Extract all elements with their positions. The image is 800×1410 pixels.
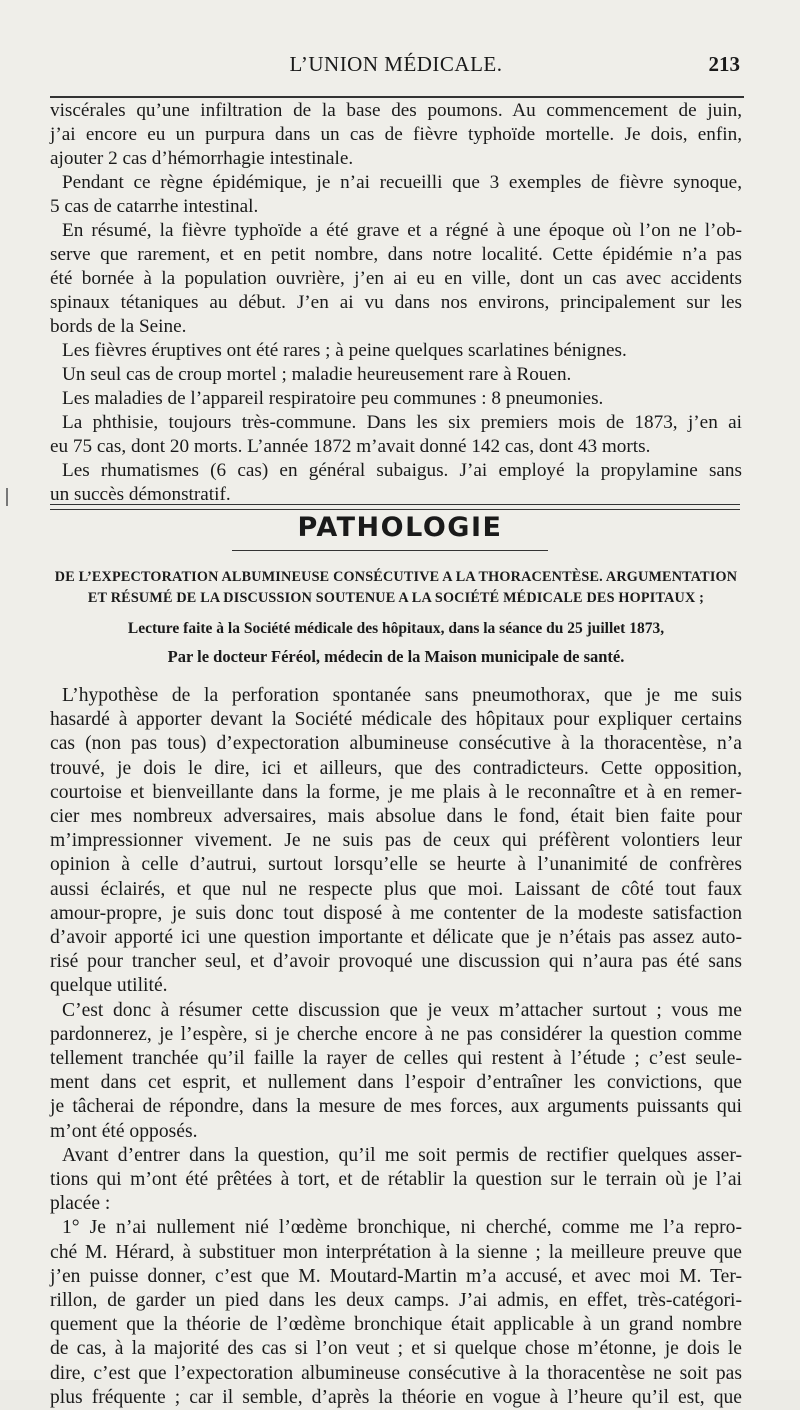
text-line: Un seul cas de croup mortel ; maladie heureusement rare à Rouen. bbox=[62, 364, 572, 385]
header-rule bbox=[50, 96, 744, 98]
paragraph bbox=[50, 999, 742, 1144]
text-line: Pendant ce règne épidémique, je n’ai recueilli que 3 exemples de fièvre synoque, bbox=[62, 172, 742, 193]
article-subtitle: Lecture faite à la Société médicale des hôpitaux, dans la séance du 25 juillet 1873, bbox=[127, 620, 665, 637]
text-line: j’ai encore eu un purpura dans un cas de fièvre typhoïde mortelle. Je dois, enfin, bbox=[50, 124, 742, 145]
paragraph bbox=[50, 1216, 742, 1410]
text-line: courtoise et bienveillante dans la forme, je me plais à le reconnaître et à en remer- bbox=[50, 781, 742, 803]
text-line: La phthisie, toujours très-commune. Dans les six premiers mois de 1873, j’en ai bbox=[62, 412, 742, 433]
text-line: ché M. Hérard, à substituer mon interprétation à la sienne ; la meilleure preuve que bbox=[50, 1241, 742, 1263]
text-line: C’est donc à résumer cette discussion que je veux m’attacher surtout ; vous me bbox=[62, 999, 742, 1021]
section-divider bbox=[50, 504, 740, 510]
text-line: m’impressionner vivement. Je ne suis pas de ceux qui préfèrent volontiers leur bbox=[50, 830, 742, 852]
text-line: pardonnerez, je l’espère, si je cherche encore à ne pas considérer la question comme bbox=[50, 1023, 742, 1045]
paragraph bbox=[50, 171, 742, 219]
text-line: tellement tranchée qu’il faille la rayer de celles qui restent à l’étude ; c’est seule- bbox=[50, 1048, 742, 1070]
text-line: été bornée à la population ouvrière, j’en ai eu en ville, dont un cas avec accidents bbox=[50, 268, 742, 289]
text-line: Les rhumatismes (6 cas) en général subaigus. J’ai employé la propylamine sans bbox=[62, 460, 742, 481]
previous-article-continuation bbox=[50, 99, 742, 507]
text-line: aussi éclairés, et que nul ne respecte plus que moi. Laissant de côté tout faux bbox=[50, 878, 742, 900]
margin-mark bbox=[6, 488, 8, 506]
text-line: 5 cas de catarrhe intestinal. bbox=[50, 196, 259, 217]
text-line: tions qui m’ont été prêtées à tort, et de rétablir la question sur le terrain où je l’ai bbox=[50, 1169, 742, 1191]
text-line: viscérales qu’une infiltration de la base des poumons. Au commencement de juin, bbox=[50, 100, 742, 121]
text-line: j’en puisse donner, c’est que M. Moutard-Martin m’a accusé, et avec moi M. Ter- bbox=[50, 1265, 742, 1287]
page-header bbox=[50, 48, 742, 82]
text-line: d’avoir apporté ici une question importante et délicate que je n’étais pas assez auto- bbox=[50, 927, 742, 949]
text-line: risé pour trancher seul, et d’avoir provoqué une discussion qui n’aura pas été sans bbox=[50, 951, 742, 973]
section-title-underline bbox=[232, 550, 548, 551]
text-line: L’hypothèse de la perforation spontanée sans pneumothorax, que je me suis bbox=[62, 685, 742, 706]
text-line: ment dans cet esprit, et nullement dans l’espoir d’entraîner les convictions, que bbox=[50, 1072, 742, 1094]
paragraph bbox=[50, 411, 742, 459]
text-line: quelque utilité. bbox=[50, 975, 168, 997]
paragraph bbox=[50, 363, 742, 387]
article-title-line: ET RÉSUMÉ DE LA DISCUSSION SOUTENUE A LA SOCIÉTÉ MÉDICALE DES HOPITAUX ; bbox=[87, 590, 705, 606]
text-line: trouvé, je dois le dire, ici et ailleurs, que des contradicteurs. Cette opposition, bbox=[50, 757, 742, 779]
text-line: m’ont été opposés. bbox=[50, 1120, 198, 1142]
text-line: quement que la théorie de l’œdème bronchique était applicable à un grand nombre bbox=[50, 1314, 742, 1336]
text-line: Les maladies de l’appareil respiratoire peu communes : 8 pneumonies. bbox=[62, 388, 604, 409]
text-line: amour-propre, je suis donc tout disposé à me contenter de la modeste satisfaction bbox=[50, 902, 742, 924]
article-title-line: DE L’EXPECTORATION ALBUMINEUSE CONSÉCUTIVE A LA THORACENTÈSE. ARGUMENTATION bbox=[54, 569, 738, 585]
paragraph bbox=[50, 684, 742, 999]
article-body bbox=[50, 684, 742, 1410]
article-author: Par le docteur Féréol, médecin de la Maison municipale de santé. bbox=[167, 647, 625, 666]
text-line: je tâcherai de répondre, dans la mesure de mes forces, aux arguments puissants qui bbox=[50, 1096, 742, 1118]
text-line: plus fréquente ; car il semble, d’après la théorie en vogue à l’heure qu’il est, que bbox=[50, 1386, 742, 1408]
page-number: 213 bbox=[708, 52, 740, 76]
running-title: L’UNION MÉDICALE. bbox=[289, 52, 503, 76]
text-line: un succès démonstratif. bbox=[50, 484, 231, 505]
text-line: serve que rarement, et en petit nombre, dans notre localité. Cette épidémie n’a pas bbox=[50, 244, 742, 265]
paragraph bbox=[50, 459, 742, 507]
text-line: 1° Je n’ai nullement nié l’œdème bronchique, ni cherché, comme me l’a repro- bbox=[62, 1217, 742, 1239]
paragraph bbox=[50, 387, 742, 411]
paragraph bbox=[50, 1144, 742, 1217]
section-title: PATHOLOGIE bbox=[297, 512, 503, 543]
text-line: spinaux tétaniques au début. J’en ai vu dans nos environs, principalement sur les bbox=[50, 292, 742, 313]
text-line: rillon, de garder un pied dans les deux camps. J’ai admis, en effet, très-catégori- bbox=[50, 1290, 742, 1312]
text-line: cas (non pas tous) d’expectoration albumineuse consécutive à la thoracentèse, n’a bbox=[50, 733, 742, 755]
text-line: placée : bbox=[50, 1193, 111, 1215]
paragraph bbox=[50, 339, 742, 363]
text-line: Les fièvres éruptives ont été rares ; à peine quelques scarlatines bénignes. bbox=[62, 340, 627, 361]
article-title bbox=[50, 567, 742, 609]
text-line: Avant d’entrer dans la question, qu’il me soit permis de rectifier quelques asser- bbox=[62, 1144, 742, 1166]
text-line: dire, c’est que l’expectoration albumineuse consécutive à la thoracentèse ne soit pas bbox=[50, 1362, 742, 1384]
text-line: En résumé, la fièvre typhoïde a été grave et a régné à une époque où l’on ne l’ob- bbox=[62, 220, 742, 241]
text-line: eu 75 cas, dont 20 morts. L’année 1872 m’avait donné 142 cas, dont 43 morts. bbox=[50, 436, 651, 457]
text-line: cier mes nombreux adversaires, mais absolue dans le fond, était bien faite pour bbox=[50, 806, 742, 828]
text-line: opinion à celle d’autrui, surtout lorsqu’elle se heurte à l’unanimité de confrères bbox=[50, 854, 742, 876]
paragraph bbox=[50, 99, 742, 171]
paragraph bbox=[50, 219, 742, 339]
text-line: hasardé à apporter devant la Société médicale des hôpitaux pour expliquer certains bbox=[50, 709, 742, 731]
text-line: bords de la Seine. bbox=[50, 316, 187, 337]
text-line: de cas, à la majorité des cas si l’on veut ; et si quelque chose m’étonne, je dois le bbox=[50, 1338, 742, 1360]
text-line: ajouter 2 cas d’hémorrhagie intestinale. bbox=[50, 148, 354, 169]
